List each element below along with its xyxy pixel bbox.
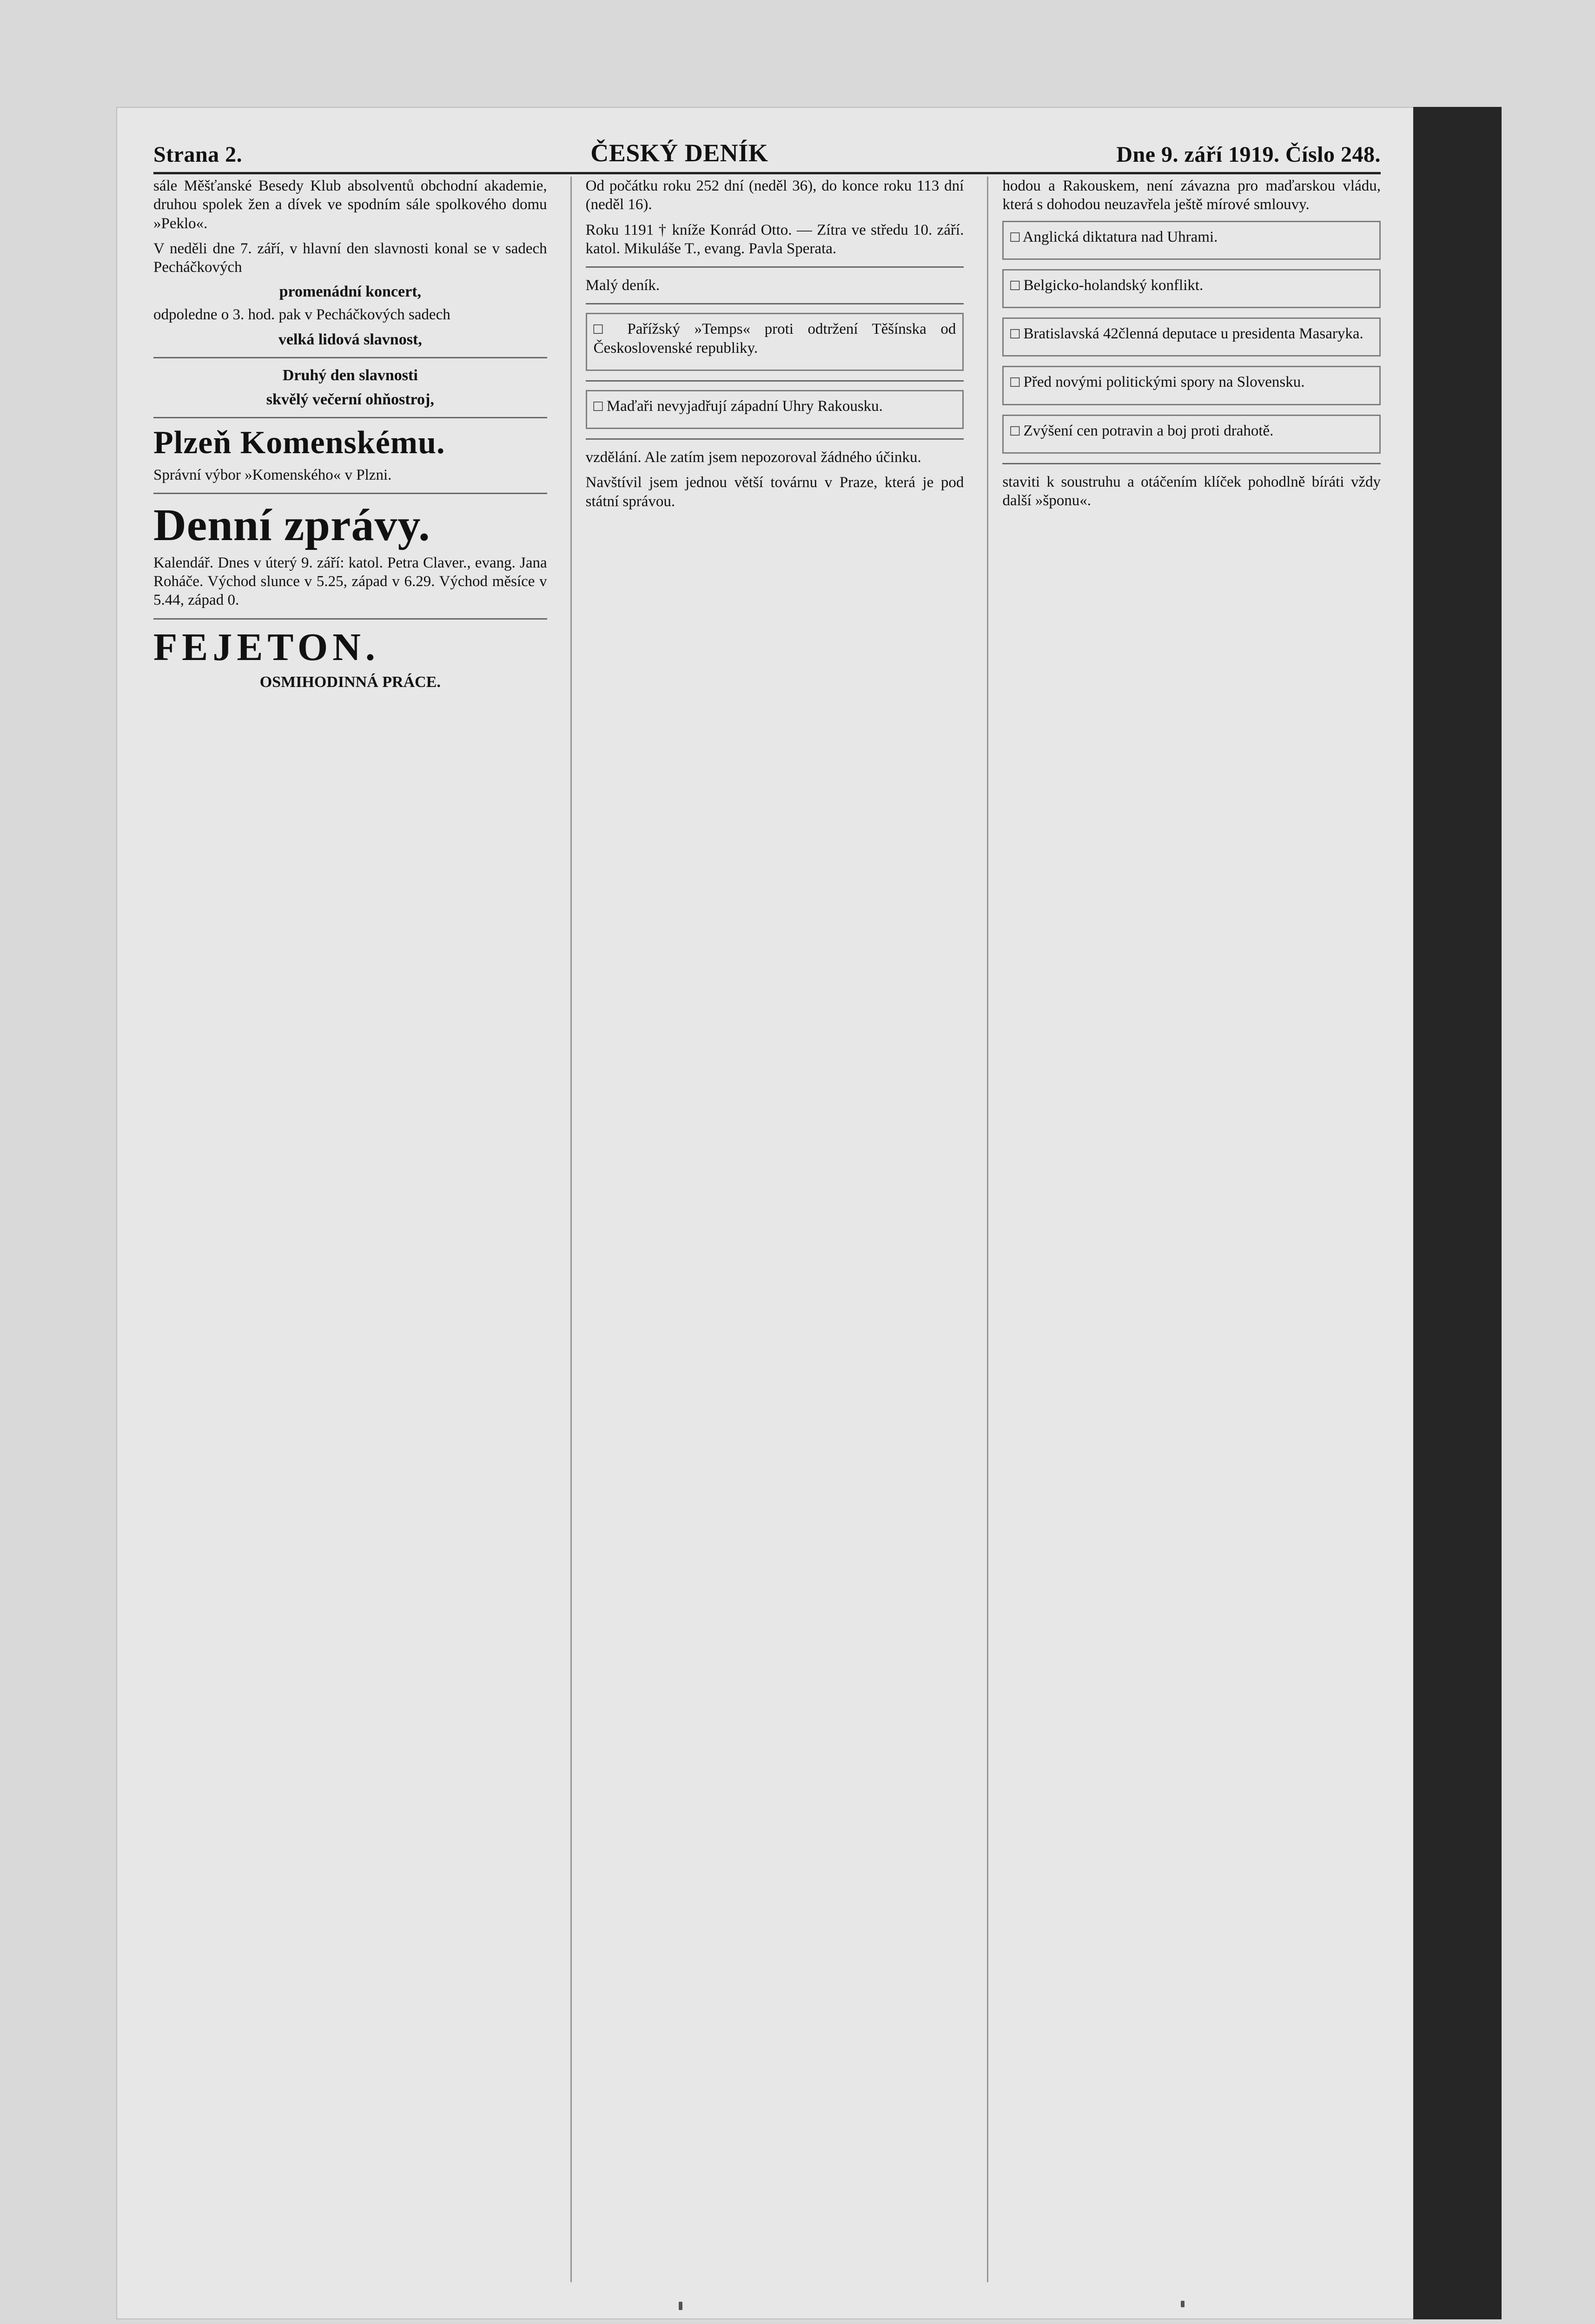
boxed-note xyxy=(1002,317,1381,357)
rule-divider xyxy=(1002,463,1381,464)
boxed-note-text: □ Před novými politickými spory na Slovensku. xyxy=(1010,374,1305,391)
boxed-note-text: □ Anglická diktatura nad Uhrami. xyxy=(1010,228,1218,245)
boxed-note xyxy=(1002,269,1381,308)
paragraph: Správní výbor »Komenského« v Plzni. xyxy=(153,466,392,483)
paragraph: Od počátku roku 252 dní (neděl 36), do konce roku 113 dní (neděl 16). xyxy=(585,178,964,213)
page-number: Strana 2. xyxy=(153,142,243,167)
rule-divider xyxy=(153,618,547,620)
subhead: velká lidová slavnost, xyxy=(278,330,422,348)
section-title: Plzeň Komenskému. xyxy=(153,424,445,461)
paragraph: staviti k soustruhu a otáčením klíček pohodlně bíráti vždy další »šponu«. xyxy=(1002,473,1381,509)
column-3 xyxy=(987,177,1381,2282)
paragraph: Malý deník. xyxy=(585,277,660,294)
section-title: FEJETON. xyxy=(153,625,380,669)
rule-divider xyxy=(586,438,964,440)
paragraph: sále Měšťanské Besedy Klub absolventů obchodní akademie, druhou spolek žen a dívek ve spodním sále spolkového domu »Peklo«. xyxy=(153,178,547,232)
boxed-note-text: □ Belgicko-holandský konflikt. xyxy=(1010,277,1204,294)
subhead: Druhý den slavnosti xyxy=(282,366,418,384)
boxed-note-text: □ Zvýšení cen potravin a boj proti drahotě. xyxy=(1010,422,1274,439)
column-1 xyxy=(153,177,547,2282)
boxed-note xyxy=(1002,366,1381,405)
section-title: Denní zprávy. xyxy=(153,500,430,550)
rule-divider xyxy=(586,303,964,304)
paragraph: hodou a Rakouskem, není závazna pro maďarskou vládu, která s dohodou neuzavřela ještě mírové smlouvy. xyxy=(1002,178,1381,213)
boxed-note-text: □ Maďaři nevyjadřují západní Uhry Rakousku. xyxy=(593,397,883,415)
masthead: ČESKÝ DENÍK xyxy=(590,139,768,167)
boxed-note xyxy=(586,390,964,429)
scan-edge xyxy=(1413,107,1502,2319)
issue-date-number: Dne 9. září 1919. Číslo 248. xyxy=(1116,142,1381,167)
rule-divider xyxy=(153,357,547,358)
boxed-note xyxy=(1002,221,1381,260)
rule-divider xyxy=(586,380,964,382)
boxed-note xyxy=(586,313,964,371)
paragraph: V neděli dne 7. září, v hlavní den slavnosti konal se v sadech Pecháčkových xyxy=(153,240,547,276)
boxed-note xyxy=(1002,415,1381,454)
boxed-note-text: □ Pařížský »Temps« proti odtržení Těšínska od Československé republiky. xyxy=(593,321,956,357)
rule-divider xyxy=(586,266,964,268)
paragraph: Roku 1191 † kníže Konrád Otto. — Zítra ve středu 10. září. katol. Mikuláše T., evang. Pavla Sperata. xyxy=(585,221,964,257)
paragraph: Navštívil jsem jednou větší továrnu v Praze, která je pod státní správou. xyxy=(585,474,964,510)
newspaper-page xyxy=(116,107,1502,2319)
text-columns xyxy=(153,177,1381,2282)
scan-marks xyxy=(116,2291,1502,2310)
paragraph: Kalendář. Dnes v úterý 9. září: katol. Petra Claver., evang. Jana Roháče. Východ slunce v 5.25, západ v 6.29. Východ měsíce v 5.44, západ 0. xyxy=(153,554,547,609)
column-2 xyxy=(570,177,964,2282)
rule-divider xyxy=(153,493,547,494)
boxed-note-text: □ Bratislavská 42členná deputace u presidenta Masaryka. xyxy=(1010,325,1363,342)
rule-divider xyxy=(153,417,547,418)
newspaper-header xyxy=(153,125,1381,174)
scan-mark xyxy=(679,2302,682,2310)
subhead: OSMIHODINNÁ PRÁCE. xyxy=(259,673,441,691)
subhead: promenádní koncert, xyxy=(279,283,422,301)
scan-mark xyxy=(1181,2301,1185,2307)
paragraph: odpoledne o 3. hod. pak v Pecháčkových sadech xyxy=(153,306,450,324)
subhead: skvělý večerní ohňostroj, xyxy=(266,390,434,408)
paragraph: vzdělání. Ale zatím jsem nepozoroval žádného účinku. xyxy=(585,449,921,466)
